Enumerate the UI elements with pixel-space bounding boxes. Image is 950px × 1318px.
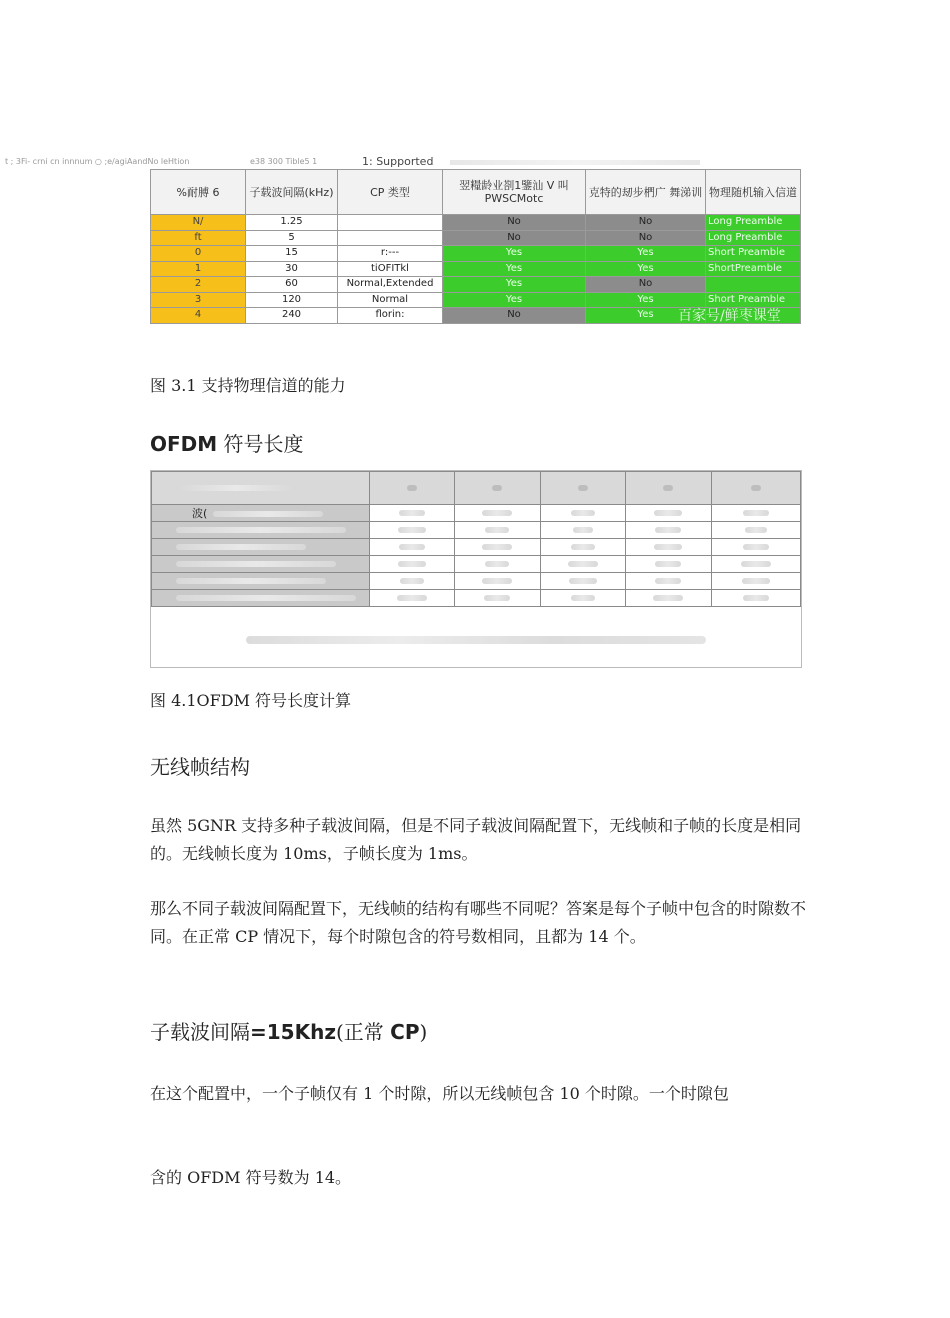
cell-sync: Yes [586, 246, 706, 262]
blurred-cell [711, 590, 800, 607]
blurred-cell [369, 472, 454, 505]
cell-mu: 3 [151, 292, 246, 308]
section-heading-frame: 无线帧结构 [150, 755, 250, 779]
header-data: 翌糧龄业剳1鑒汕 V 叫 PWSCMotc [443, 170, 586, 215]
cell-data: Yes [443, 277, 586, 293]
table-row [151, 215, 801, 231]
top-fragment-left: t ; 3Fi- crni cn innnum ○ ;e/agiAandNo leHtion [5, 157, 190, 166]
cell-data: No [443, 308, 586, 324]
cell-mu: 2 [151, 277, 246, 293]
blurred-cell [369, 573, 454, 590]
table-row [152, 573, 801, 590]
ofdm-table [151, 471, 801, 607]
table-row [151, 246, 801, 262]
blurred-cell [626, 539, 711, 556]
blurred-cell [540, 539, 625, 556]
figure-top-strip [5, 155, 802, 169]
cell-cp [338, 230, 443, 246]
blurred-cell [626, 522, 711, 539]
cell-cp: tiOFITkl [338, 261, 443, 277]
cell-sync: Yes [586, 292, 706, 308]
blurred-cell [540, 556, 625, 573]
heading-latin2: CP [390, 1020, 420, 1044]
heading-latin: =15Khz [250, 1020, 336, 1044]
blurred-cell [455, 539, 540, 556]
blurred-cell [455, 505, 540, 522]
cell-sync: Yes [586, 308, 706, 324]
cell-scs: 5 [246, 230, 338, 246]
cell-mu: 0 [151, 246, 246, 262]
cell-prach: Long Preamble [706, 215, 801, 231]
table-row [152, 590, 801, 607]
table-row [152, 539, 801, 556]
row-label [152, 522, 370, 539]
table-row [151, 261, 801, 277]
section-heading-ofdm [150, 428, 304, 457]
blurred-cell [626, 556, 711, 573]
cell-scs: 60 [246, 277, 338, 293]
table-row [152, 522, 801, 539]
cell-cp: r:--- [338, 246, 443, 262]
blurred-cell [711, 505, 800, 522]
cell-sync: No [586, 230, 706, 246]
blurred-cell [369, 556, 454, 573]
cell-sync: No [586, 215, 706, 231]
blurred-cell [626, 472, 711, 505]
figure-caption-3-1: 图 3.1 支持物理信道的能力 [150, 376, 346, 395]
blurred-cell [711, 556, 800, 573]
paragraph-config-15khz: 在这个配置中，一个子帧仅有 1 个时隙，所以无线帧包含 10 个时隙。一个时隙包 [150, 1084, 729, 1103]
cell-data: No [443, 215, 586, 231]
header-scs: 子载波间隔(kHz) [246, 170, 338, 215]
row-label-text: 波( [192, 507, 208, 520]
blurred-cell [540, 472, 625, 505]
blurred-cell [455, 556, 540, 573]
cell-cp: Normal,Extended [338, 277, 443, 293]
cell-cp [338, 215, 443, 231]
blurred-cell [711, 522, 800, 539]
cell-cp: florin: [338, 308, 443, 324]
cell-prach: Long Preamble [706, 230, 801, 246]
row-label [152, 539, 370, 556]
row-label [152, 472, 370, 505]
blurred-cell [626, 573, 711, 590]
cell-mu: 1 [151, 261, 246, 277]
cell-scs: 15 [246, 246, 338, 262]
cell-sync: Yes [586, 261, 706, 277]
cell-data: Yes [443, 261, 586, 277]
cell-mu: ft [151, 230, 246, 246]
cell-prach: ShortPreamble [706, 261, 801, 277]
blurred-cell [540, 590, 625, 607]
table-row [151, 277, 801, 293]
blurred-cell [455, 472, 540, 505]
cell-data: Yes [443, 246, 586, 262]
capability-table [150, 169, 801, 324]
blurred-cell [369, 505, 454, 522]
blurred-cell [540, 522, 625, 539]
blurred-cell [711, 539, 800, 556]
blurred-cell [369, 590, 454, 607]
top-fragment-center: e38 300 Tible5 1 [250, 157, 318, 166]
header-sync: 克特的刼步椚广 舞涕训 [586, 170, 706, 215]
blurred-cell [455, 590, 540, 607]
cell-scs: 30 [246, 261, 338, 277]
cell-prach: Short Preamble [706, 292, 801, 308]
watermark: 百家号/鲜枣课堂 [678, 308, 781, 324]
figure-physical-channel-capability [5, 155, 802, 333]
header-cp: CP 类型 [338, 170, 443, 215]
figure-caption-4-1: 图 4.1OFDM 符号长度计算 [150, 691, 352, 710]
table-row [152, 556, 801, 573]
blurred-cell [540, 505, 625, 522]
paragraph-ofdm-symbols: 含的 OFDM 符号数为 14。 [150, 1168, 352, 1187]
blurred-cell [711, 573, 800, 590]
row-label [152, 590, 370, 607]
row-label [152, 505, 370, 522]
blurred-cell [626, 505, 711, 522]
heading-rest: 符号长度 [217, 432, 304, 456]
heading-mid: (正常 [335, 1020, 391, 1044]
row-label [152, 556, 370, 573]
figure-ofdm-symbol-table [150, 470, 802, 668]
table-row [151, 230, 801, 246]
cell-cp: Normal [338, 292, 443, 308]
cell-data: Yes [443, 292, 586, 308]
blurred-cell [455, 522, 540, 539]
blurred-cell [540, 573, 625, 590]
blurred-footnote [246, 636, 706, 644]
blurred-text [450, 160, 700, 165]
cell-mu: N/ [151, 215, 246, 231]
cell-scs: 120 [246, 292, 338, 308]
heading-pre: 子载波间隔 [150, 1020, 250, 1044]
supported-label: 1: Supported [362, 155, 434, 168]
table-header-row [151, 170, 801, 215]
heading-latin: OFDM [150, 432, 218, 456]
paragraph-slot-count: 那么不同子载波间隔配置下，无线帧的结构有哪些不同呢？答案是每个子帧中包含的时隙数不同。在正常 CP 情况下，每个时隙包含的符号数相同，且都为 14 个。 [150, 899, 807, 946]
section-heading-scs-15khz [150, 1016, 427, 1045]
blurred-cell [369, 522, 454, 539]
heading-post: ) [419, 1020, 428, 1044]
cell-prach: Short Preamble [706, 246, 801, 262]
row-label [152, 573, 370, 590]
table-row [152, 472, 801, 505]
table-row [152, 505, 801, 522]
blurred-cell [369, 539, 454, 556]
blurred-cell [626, 590, 711, 607]
blurred-cell [455, 573, 540, 590]
header-prach: 物理随机输入信道 [706, 170, 801, 215]
header-mu: %耐膊 6 [151, 170, 246, 215]
cell-scs: 1.25 [246, 215, 338, 231]
cell-scs: 240 [246, 308, 338, 324]
cell-sync: No [586, 277, 706, 293]
cell-mu: 4 [151, 308, 246, 324]
blurred-cell [711, 472, 800, 505]
cell-data: No [443, 230, 586, 246]
cell-prach [706, 277, 801, 293]
paragraph-frame-length: 虽然 5GNR 支持多种子载波间隔，但是不同子载波间隔配置下，无线帧和子帧的长度是相同的。无线帧长度为 10ms，子帧长度为 1ms。 [150, 816, 802, 863]
